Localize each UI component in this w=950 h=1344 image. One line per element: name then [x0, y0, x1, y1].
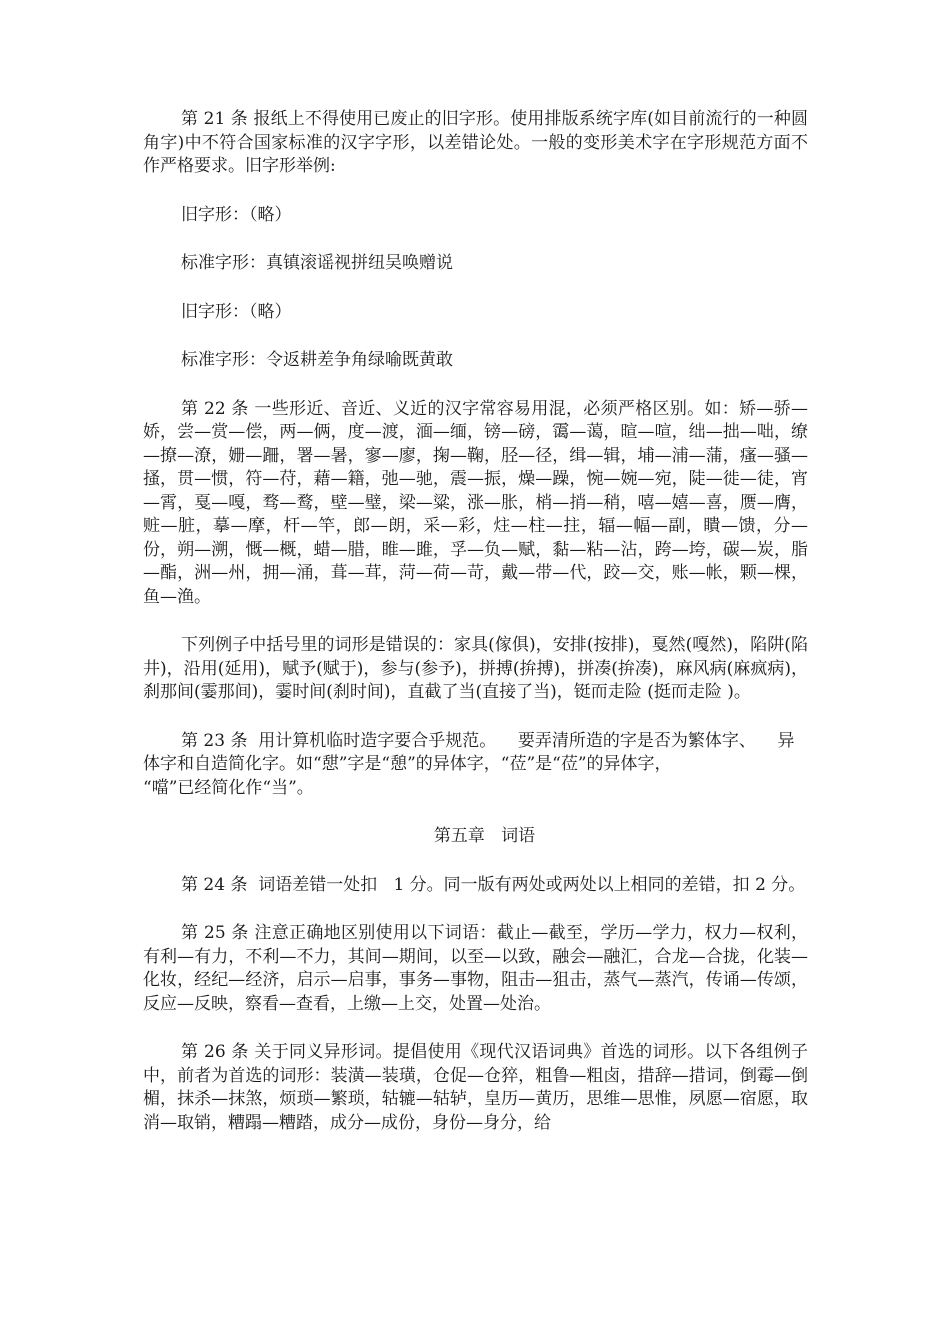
article-26-paragraph: 第 26 条 关于同义异形词。提倡使用《现代汉语词典》首选的词形。以下各组例子中，前者为首选的词形：装潢—装璜，仓促—仓猝，粗鲁—粗卤，措辞—措词，倒霉—倒楣，抹杀—抹煞，烦琐—繁琐，轱辘—轱轳，皇历—黄历，思维—思惟，夙愿—宿愿，取消—取销，糟蹋—糟踏，成分—成份，身份—身分，给: [143, 1042, 808, 1133]
article-24-paragraph: 第 24 条 词语差错一处扣 1 分。同一版有两处或两处以上相同的差错，扣 2 分。: [181, 874, 806, 895]
article-23-line-2: 体字和自造简化字。如“憇”字是“憩”的异体字，“莅”是“莅”的异体字，: [143, 754, 672, 774]
article-22-paragraph: 第 22 条 一些形近、音近、义近的汉字常容易用混，必须严格区别。如：矫—骄—娇，尝—赏—偿，两—俩，度—渡，湎—缅，镑—磅，霭—蔼，暄—喧，绌—拙—咄，缭—撩—潦，姗—跚，署—暑，寥—廖，掬—鞠，胫—径，缉—辑，埔—浦—蒲，瘙—骚—搔，贯—惯，符—苻，藉—籍，弛—驰，震—振，燥—躁，惋—婉—宛，陡—徙—徒，宵—霄，戛—嘎，骛—鹜，壁—璧，梁—粱，涨—胀，梢—捎—稍，嘻—嬉—喜，赝—膺，赃—脏，摹—摩，杆—竿，郎—朗，采—彩，炷—柱—拄，辐—幅—副，瞶—馈，分—份，朔—溯，慨—概，蜡—腊，睢—雎，孚—负—赋，黏—粘—沾，跨—垮，碳—炭，脂—酯，洲—州，拥—涌，葺—茸，菏—荷—苛，戴—带—代，跤—交，账—帐，颗—棵，鱼—渔。: [143, 398, 808, 607]
document-page: [143, 108, 808, 1160]
article-23-line-1: 第 23 条 用计算机临时造字要合乎规范。 要弄清所造的字是否为繁体字、 异: [181, 730, 795, 751]
article-23-paragraph: [143, 730, 808, 801]
old-glyph-example-1: 旧字形：（略）: [181, 204, 292, 225]
errata-paragraph: 下列例子中括号里的词形是错误的：家具(傢俱)，安排(按排)，戛然(嘎然)，陷阱(陷井)，沿用(延用)，赋予(赋于)，参与(参予)，拼搏(拚搏)，拼凑(拚凑)，麻风病(麻疯病)，刹那间(霎那间)，霎时间(刹时间)，直截了当(直接了当)，铤而走险 (挺而走险 )。: [143, 635, 808, 702]
old-glyph-example-2: 旧字形：（略）: [181, 301, 292, 322]
article-23-line-3: “噹”已经简化作“当”。: [143, 777, 314, 798]
article-21-paragraph: 第 21 条 报纸上不得使用已废止的旧字形。使用排版系统字库(如目前流行的一种圆角字)中不符合国家标准的汉字字形，以差错论处。一般的变形美术字在字形规范方面不作严格要求。旧字形举例:: [143, 109, 808, 176]
chapter-title: 第五章 词语: [433, 826, 536, 846]
standard-glyph-example-1: 标准字形：真镇滚谣视拼纽吴唤赠说: [181, 253, 453, 273]
article-25-paragraph: 第 25 条 注意正确地区别使用以下词语：截止—截至，学历—学力，权力—权利，有利—有力，不利—不力，其间—期间，以至—以致，融会—融汇，合龙—合拢，化装—化妆，经纪—经济，启示—启事，事务—事物，阻击—狙击，蒸气—蒸汽，传诵—传颂，反应—反映，察看—查看，上缴—上交，处置—处治。: [143, 923, 808, 1014]
standard-glyph-example-2: 标准字形：令返耕差争角绿喻既黄敢: [181, 350, 453, 370]
